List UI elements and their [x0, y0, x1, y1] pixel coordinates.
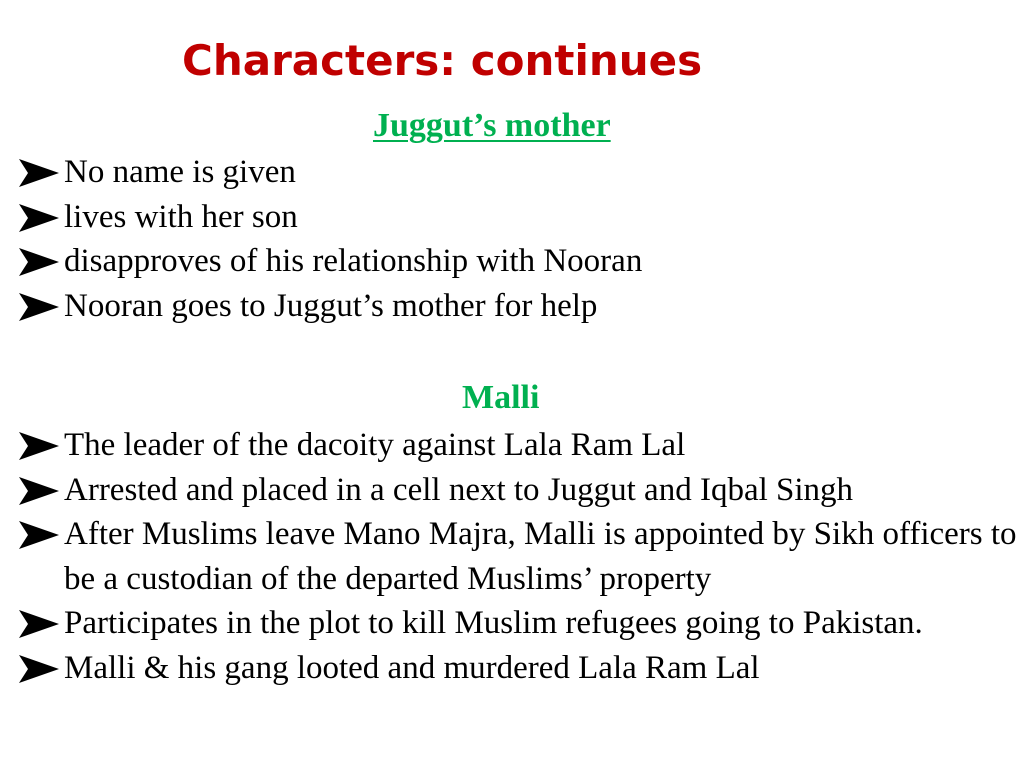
- bullet-text: lives with her son: [64, 198, 298, 235]
- right-arrowhead-icon: [18, 292, 60, 322]
- bullet-item: [0, 239, 1024, 284]
- bullet-text: disapproves of his relationship with Nooran: [64, 243, 643, 279]
- right-arrowhead-icon: [18, 247, 60, 277]
- bullet-text: Arrested and placed in a cell next to Juggut and Iqbal Singh: [64, 471, 854, 508]
- right-arrowhead-icon: [18, 609, 60, 639]
- right-arrowhead-icon: [18, 431, 60, 461]
- bullet-item: [0, 284, 1024, 329]
- bullet-item: [0, 423, 1024, 468]
- malli-bullet-list: [0, 423, 1024, 690]
- section-heading-malli: Malli: [462, 379, 540, 416]
- bullet-text: Nooran goes to Juggut’s mother for help: [64, 287, 598, 324]
- right-arrowhead-icon: [18, 476, 60, 506]
- bullet-text: No name is given: [64, 154, 296, 190]
- bullet-item: [0, 150, 1024, 195]
- juggut-mother-bullet-list: [0, 150, 1024, 328]
- bullet-item: [0, 601, 1024, 646]
- bullet-item: [0, 195, 1024, 240]
- bullet-item: [0, 468, 1024, 513]
- right-arrowhead-icon: [18, 158, 60, 188]
- slide-title: Characters: continues: [182, 36, 703, 85]
- bullet-text: The leader of the dacoity against Lala Ram Lal: [64, 427, 686, 463]
- right-arrowhead-icon: [18, 203, 60, 233]
- bullet-item: [0, 646, 1024, 691]
- bullet-text: Participates in the plot to kill Muslim refugees going to Pakistan.: [64, 605, 923, 641]
- bullet-item: [0, 512, 1024, 601]
- right-arrowhead-icon: [18, 654, 60, 684]
- right-arrowhead-icon: [18, 520, 60, 550]
- bullet-text: After Muslims leave Mano Majra, Malli is appointed by Sikh officers to be a custodian of the departed Muslims’ property: [64, 516, 1017, 597]
- section-heading-juggut-mother: Juggut’s mother: [373, 107, 611, 144]
- bullet-text: Malli & his gang looted and murdered Lala Ram Lal: [64, 649, 760, 686]
